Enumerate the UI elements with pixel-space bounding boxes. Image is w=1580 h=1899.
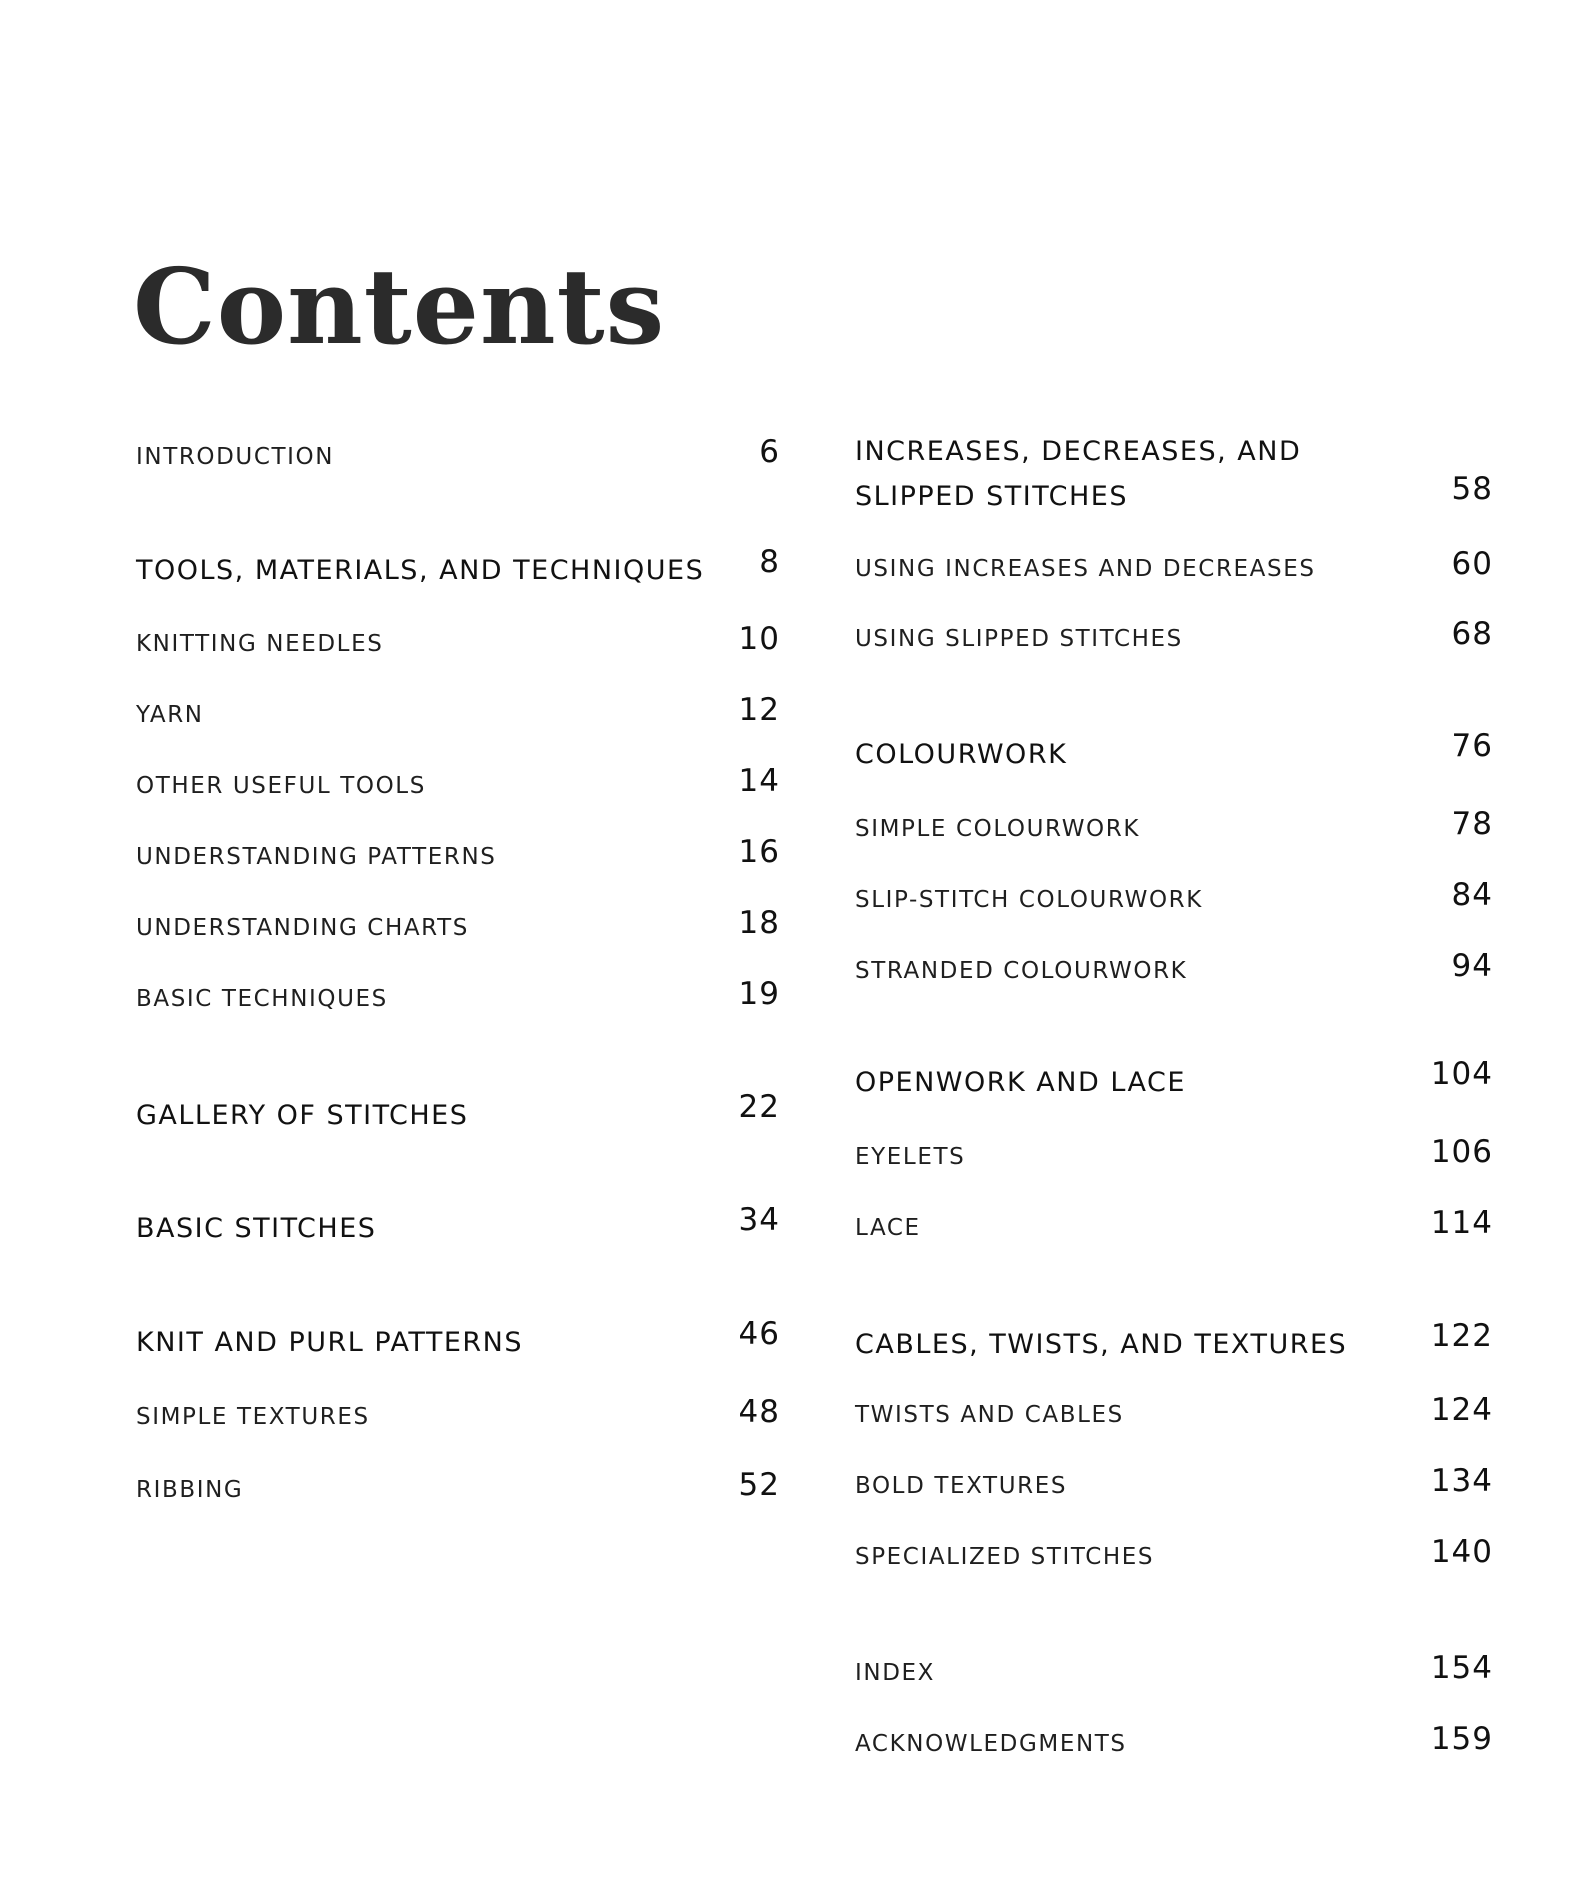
- toc-entry-simple-textures[interactable]: [136, 1394, 780, 1444]
- toc-page-number: 140: [1430, 1534, 1493, 1570]
- toc-page-number: 84: [1451, 877, 1493, 913]
- toc-entry-label: BASIC TECHNIQUES: [136, 986, 388, 1012]
- toc-entry-label: KNITTING NEEDLES: [136, 631, 384, 657]
- toc-section-label: OPENWORK AND LACE: [855, 1067, 1186, 1098]
- toc-section-basic-stitches[interactable]: [136, 1202, 780, 1252]
- toc-entry-label: UNDERSTANDING PATTERNS: [136, 844, 497, 870]
- toc-page-number: 58: [1451, 471, 1493, 507]
- toc-entry-bold-textures[interactable]: [855, 1463, 1493, 1513]
- toc-entry-yarn[interactable]: [136, 692, 780, 742]
- toc-page-number: 76: [1451, 728, 1493, 764]
- toc-section-cables-twists-textures[interactable]: [855, 1318, 1493, 1368]
- toc-entry-label: USING INCREASES AND DECREASES: [855, 556, 1316, 582]
- toc-entry-label: STRANDED COLOURWORK: [855, 958, 1188, 984]
- toc-page-number: 46: [738, 1316, 780, 1352]
- toc-page-number: 16: [738, 834, 780, 870]
- toc-section-tools-materials-techniques[interactable]: [136, 544, 780, 594]
- toc-entry-label: INTRODUCTION: [136, 444, 335, 470]
- toc-entry-label: INDEX: [855, 1660, 935, 1686]
- toc-section-colourwork[interactable]: [855, 728, 1493, 778]
- toc-section-label: KNIT AND PURL PATTERNS: [136, 1327, 524, 1358]
- toc-page-number: 52: [738, 1467, 780, 1503]
- toc-section-gallery-of-stitches[interactable]: [136, 1089, 780, 1139]
- toc-section-knit-and-purl-patterns[interactable]: [136, 1316, 780, 1366]
- toc-section-label: GALLERY OF STITCHES: [136, 1100, 469, 1131]
- toc-section-label: INCREASES, DECREASES, AND: [855, 436, 1302, 467]
- toc-entry-understanding-patterns[interactable]: [136, 834, 780, 884]
- toc-page-number: 106: [1430, 1134, 1493, 1170]
- toc-entry-label: EYELETS: [855, 1144, 966, 1170]
- toc-section-openwork-and-lace[interactable]: [855, 1056, 1493, 1106]
- toc-section-label-line2: SLIPPED STITCHES: [855, 481, 1128, 512]
- toc-entry-twists-and-cables[interactable]: [855, 1392, 1493, 1442]
- toc-entry-label: SIMPLE TEXTURES: [136, 1404, 370, 1430]
- toc-page-number: 34: [738, 1202, 780, 1238]
- toc-page-number: 114: [1430, 1205, 1493, 1241]
- toc-entry-label: SIMPLE COLOURWORK: [855, 816, 1141, 842]
- toc-entry-knitting-needles[interactable]: [136, 621, 780, 671]
- toc-entry-slip-stitch-colourwork[interactable]: [855, 877, 1493, 927]
- toc-entry-label: LACE: [855, 1215, 921, 1241]
- toc-page-number: 14: [738, 763, 780, 799]
- toc-entry-label: USING SLIPPED STITCHES: [855, 626, 1183, 652]
- toc-entry-label: SPECIALIZED STITCHES: [855, 1544, 1155, 1570]
- toc-section-label: BASIC STITCHES: [136, 1213, 377, 1244]
- toc-entry-understanding-charts[interactable]: [136, 905, 780, 955]
- toc-page-number: 68: [1451, 616, 1493, 652]
- toc-section-label: CABLES, TWISTS, AND TEXTURES: [855, 1329, 1348, 1360]
- toc-page-number: 6: [759, 434, 780, 470]
- toc-entry-label: RIBBING: [136, 1477, 244, 1503]
- toc-page-number: 48: [738, 1394, 780, 1430]
- toc-page-number: 124: [1430, 1392, 1493, 1428]
- toc-entry-acknowledgments[interactable]: [855, 1721, 1493, 1771]
- toc-page-number: 134: [1430, 1463, 1493, 1499]
- toc-entry-basic-techniques[interactable]: [136, 976, 780, 1026]
- toc-section-label: COLOURWORK: [855, 739, 1068, 770]
- toc-entry-label: TWISTS AND CABLES: [855, 1402, 1124, 1428]
- toc-page-number: 78: [1451, 806, 1493, 842]
- toc-page-number: 104: [1430, 1056, 1493, 1092]
- toc-entry-label: OTHER USEFUL TOOLS: [136, 773, 426, 799]
- toc-page-number: 19: [738, 976, 780, 1012]
- toc-page-number: 10: [738, 621, 780, 657]
- toc-entry-introduction[interactable]: [136, 434, 780, 484]
- toc-entry-label: SLIP-STITCH COLOURWORK: [855, 887, 1203, 913]
- toc-entry-stranded-colourwork[interactable]: [855, 948, 1493, 998]
- toc-entry-simple-colourwork[interactable]: [855, 806, 1493, 856]
- toc-entry-label: BOLD TEXTURES: [855, 1473, 1068, 1499]
- toc-page-number: 159: [1430, 1721, 1493, 1757]
- toc-entry-lace[interactable]: [855, 1205, 1493, 1255]
- toc-page-number: 18: [738, 905, 780, 941]
- toc-page-number: 122: [1430, 1318, 1493, 1354]
- toc-entry-using-slipped-stitches[interactable]: [855, 616, 1493, 666]
- page-title: Contents: [133, 245, 666, 368]
- toc-section-label: TOOLS, MATERIALS, AND TECHNIQUES: [136, 555, 705, 586]
- toc-page-number: 8: [759, 544, 780, 580]
- toc-entry-index[interactable]: [855, 1650, 1493, 1700]
- toc-entry-eyelets[interactable]: [855, 1134, 1493, 1184]
- toc-section-increases-decreases-slipped[interactable]: [855, 431, 1493, 521]
- toc-entry-using-increases-decreases[interactable]: [855, 546, 1493, 596]
- toc-page-number: 12: [738, 692, 780, 728]
- toc-page-number: 154: [1430, 1650, 1493, 1686]
- toc-page-number: 22: [738, 1089, 780, 1125]
- toc-page-number: 60: [1451, 546, 1493, 582]
- toc-entry-label: ACKNOWLEDGMENTS: [855, 1731, 1127, 1757]
- toc-entry-ribbing[interactable]: [136, 1467, 780, 1517]
- toc-entry-specialized-stitches[interactable]: [855, 1534, 1493, 1584]
- toc-entry-other-useful-tools[interactable]: [136, 763, 780, 813]
- toc-entry-label: YARN: [136, 702, 204, 728]
- toc-entry-label: UNDERSTANDING CHARTS: [136, 915, 469, 941]
- toc-page-number: 94: [1451, 948, 1493, 984]
